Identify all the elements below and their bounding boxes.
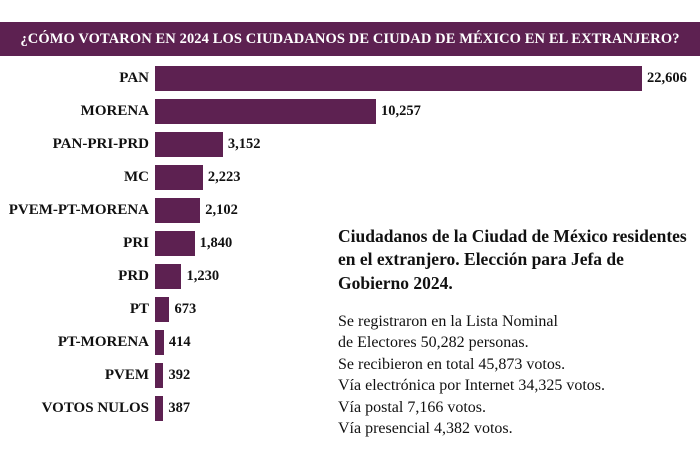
side-body-line: de Electores 50,282 personas.	[338, 334, 529, 352]
bar-value-label: 1,230	[186, 268, 220, 284]
bar-value-label: 414	[168, 334, 191, 350]
category-label: MC	[124, 169, 149, 185]
category-label: PAN-PRI-PRD	[52, 136, 149, 152]
chart-row	[0, 194, 700, 227]
bar	[155, 231, 195, 256]
bar-value-label: 2,223	[207, 169, 241, 185]
chart-row	[0, 161, 700, 194]
side-heading: Ciudadanos de la Ciudad de México residentes en el extranjero. Elección para Jefa de Gobierno 2024.	[338, 226, 687, 293]
chart-row	[0, 95, 700, 128]
bar-track	[155, 62, 700, 95]
side-text-block	[338, 225, 688, 439]
bar-value-label: 387	[168, 400, 191, 416]
bar-track	[155, 95, 700, 128]
category-label: PVEM-PT-MORENA	[8, 202, 149, 218]
side-body-line: Vía postal 7,166 votos.	[338, 398, 486, 416]
bar	[155, 165, 203, 190]
side-body-line: Se registraron en la Lista Nominal	[338, 312, 558, 330]
bar	[155, 66, 642, 91]
bar	[155, 99, 376, 124]
page-title: ¿CÓMO VOTARON EN 2024 LOS CIUDADANOS DE CIUDAD DE MÉXICO EN EL EXTRANJERO?	[20, 30, 680, 47]
bar-value-label: 3,152	[227, 136, 261, 152]
bar-track	[155, 128, 700, 161]
side-body-line: Vía presencial 4,382 votos.	[338, 419, 513, 437]
category-label: PT	[129, 301, 149, 317]
bar-value-label: 10,257	[380, 103, 421, 119]
bar	[155, 330, 164, 355]
category-label: PAN	[119, 70, 149, 86]
bar	[155, 264, 181, 289]
category-label: PRD	[118, 268, 149, 284]
bar-track	[155, 161, 700, 194]
bar-track	[155, 194, 700, 227]
bar-value-label: 1,840	[199, 235, 233, 251]
bar	[155, 297, 169, 322]
chart-row	[0, 128, 700, 161]
bar-value-label: 673	[174, 301, 197, 317]
category-label: VOTOS NULOS	[41, 400, 149, 416]
category-label: PVEM	[104, 367, 149, 383]
side-body-line: Se recibieron en total 45,873 votos.	[338, 355, 566, 373]
bar	[155, 396, 163, 421]
bar-value-label: 2,102	[205, 202, 238, 218]
header-banner	[0, 22, 700, 56]
chart-row	[0, 62, 700, 95]
category-label: PRI	[123, 235, 149, 251]
side-body	[338, 311, 688, 440]
side-body-line: Vía electrónica por Internet 34,325 votos.	[338, 377, 606, 395]
bar-value-label: 392	[168, 367, 191, 383]
category-label: PT-MORENA	[57, 334, 149, 350]
bar	[155, 363, 163, 388]
bar	[155, 132, 223, 157]
bar-value-label: 22,606	[647, 70, 687, 86]
category-label: MORENA	[80, 103, 149, 119]
bar	[155, 198, 200, 223]
